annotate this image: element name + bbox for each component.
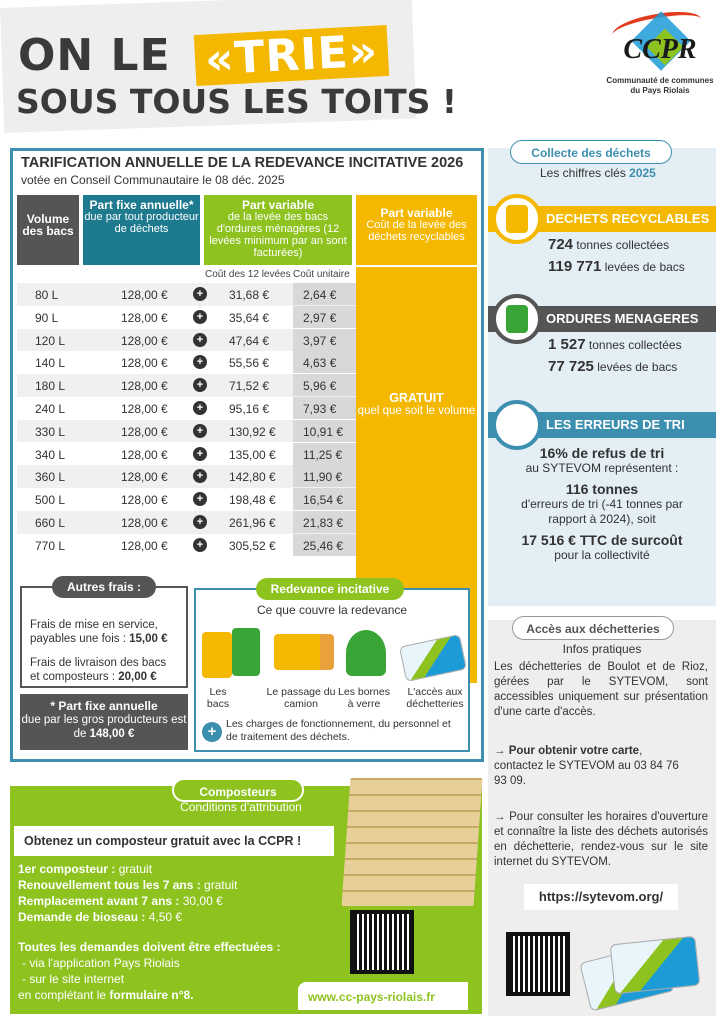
cell-cout-unitaire: 4,63 € bbox=[293, 351, 356, 373]
compo-line-2: Renouvellement tous les 7 ans : gratuit bbox=[18, 878, 238, 892]
compo-demandes-title: Toutes les demandes doivent être effectuées : bbox=[18, 940, 281, 954]
erreurs-text: 16% de refus de tri au SYTEVOM représentent : 116 tonnes d'erreurs de tri (-41 tonnes par rapport à 2024), soit 17 516 € TTC de surcoût pour la collectivité bbox=[521, 445, 683, 562]
cell-volume: 500 L bbox=[35, 493, 66, 508]
logo-line2: du Pays Riolais bbox=[630, 86, 690, 95]
cell-cout-12: 261,96 € bbox=[229, 516, 276, 530]
plus-icon: + bbox=[193, 538, 207, 552]
cell-fixe: 128,00 € bbox=[121, 356, 168, 371]
plus-icon: + bbox=[193, 378, 207, 392]
plus-icon: + bbox=[193, 287, 207, 301]
cell-cout-unitaire: 11,90 € bbox=[293, 465, 356, 487]
om-bin-icon bbox=[492, 294, 542, 344]
cell-cout-12: 35,64 € bbox=[229, 310, 270, 325]
autres-frais-box: Frais de mise en service, payables une fois : 15,00 € Frais de livraison des bacs et composteurs : 20,00 € bbox=[20, 586, 188, 688]
collecte-title: Collecte des déchets bbox=[510, 140, 672, 164]
access-card-icon bbox=[399, 634, 467, 682]
tarif-title: TARIFICATION ANNUELLE DE LA REDEVANCE INCITATIVE 2026 bbox=[21, 155, 464, 171]
logo-line1: Communauté de communes bbox=[606, 76, 714, 85]
recyclables-band: DECHETS RECYCLABLES bbox=[488, 206, 716, 232]
erreurs-band: LES ERREURS DE TRI bbox=[488, 412, 716, 438]
access-card-icon-3 bbox=[610, 936, 701, 995]
header-part-variable-om: Part variable de la levée des bacs d'ordures ménagères (12 levées minimum par an sont facturées) bbox=[204, 195, 352, 265]
sytevom-link[interactable]: https://sytevom.org/ bbox=[524, 884, 678, 910]
cell-cout-unitaire: 16,54 € bbox=[293, 488, 356, 510]
header-part-variable-recyclables: Part variable Coût de la levée des déchets recyclables bbox=[356, 195, 477, 265]
table-row bbox=[17, 465, 356, 488]
cell-volume: 360 L bbox=[35, 470, 66, 485]
plus-icon: + bbox=[193, 424, 207, 438]
truck-icon bbox=[274, 634, 334, 670]
cell-volume: 340 L bbox=[35, 447, 66, 462]
subheader-unitaire: Coût unitaire bbox=[293, 269, 350, 280]
plus-icon: + bbox=[193, 447, 207, 461]
cell-volume: 120 L bbox=[35, 333, 66, 348]
cell-cout-12: 135,00 € bbox=[229, 447, 276, 462]
table-row bbox=[17, 329, 356, 352]
composteur-offer: Obtenez un composteur gratuit avec la CCPR ! bbox=[14, 826, 334, 856]
ccpr-logo bbox=[605, 10, 715, 110]
cell-volume: 80 L bbox=[35, 288, 59, 302]
part-fixe-note: * Part fixe annuelle due par les gros producteurs est de 148,00 € bbox=[20, 694, 188, 750]
plus-icon: + bbox=[193, 469, 207, 483]
glass-bin-icon bbox=[346, 630, 386, 676]
table-row bbox=[17, 488, 356, 511]
composter-crate-icon bbox=[342, 778, 483, 906]
cell-cout-unitaire: 2,64 € bbox=[293, 283, 356, 305]
cell-cout-unitaire: 25,46 € bbox=[293, 534, 356, 556]
cell-cout-12: 130,92 € bbox=[229, 424, 276, 439]
table-row bbox=[17, 306, 356, 329]
table-row bbox=[17, 283, 356, 306]
tarif-subtitle: votée en Conseil Communautaire le 08 déc. 2025 bbox=[21, 173, 285, 187]
gratuit-cell: GRATUIT quel que soit le volume bbox=[356, 267, 477, 683]
cell-cout-12: 142,80 € bbox=[229, 470, 276, 485]
header-volume: Volume des bacs bbox=[17, 195, 79, 265]
composteurs-title: Composteurs bbox=[172, 778, 304, 802]
compo-demande-1: - via l'application Pays Riolais bbox=[22, 956, 180, 970]
subheader-12-levees: Coût des 12 levées bbox=[205, 269, 291, 280]
om-band: ORDURES MENAGERES bbox=[488, 306, 716, 332]
rec-levees: 119 771 levées de bacs bbox=[548, 258, 685, 275]
cell-cout-12: 47,64 € bbox=[229, 333, 270, 348]
table-row bbox=[17, 374, 356, 397]
table-row bbox=[17, 443, 356, 466]
cell-cout-unitaire: 7,93 € bbox=[293, 397, 356, 419]
table-row bbox=[17, 397, 356, 420]
cell-fixe: 128,00 € bbox=[121, 424, 168, 439]
collecte-subtitle: Les chiffres clés 2025 bbox=[540, 166, 656, 180]
cell-fixe: 128,00 € bbox=[121, 288, 168, 302]
cell-fixe: 128,00 € bbox=[121, 447, 168, 462]
compo-line-1: 1er composteur : gratuit bbox=[18, 862, 153, 876]
cell-fixe: 128,00 € bbox=[121, 516, 168, 530]
green-bin-icon bbox=[232, 628, 260, 676]
plus-icon: + bbox=[193, 355, 207, 369]
acces-p3: → Pour consulter les horaires d'ouverture et connaître la liste des déchets autorisés en déchetterie, rendez-vous sur le site internet du SYTEVOM. bbox=[494, 811, 708, 868]
compo-demande-3: en complétant le formulaire n°8. bbox=[18, 988, 194, 1002]
acces-subtitle: Infos pratiques bbox=[562, 642, 642, 656]
cell-cout-unitaire: 2,97 € bbox=[293, 306, 356, 328]
table-row bbox=[17, 351, 356, 374]
acces-p1: Les déchetteries de Boulot et de Rioz, gérées par le SYTEVOM, sont accessibles uniquement sur présentation d'une carte d'accès. bbox=[494, 661, 708, 718]
item-camion: Le passage du camion bbox=[266, 686, 336, 710]
cell-fixe: 128,00 € bbox=[121, 310, 168, 325]
cell-volume: 770 L bbox=[35, 538, 66, 553]
cell-fixe: 128,00 € bbox=[121, 333, 168, 348]
cell-cout-unitaire: 11,25 € bbox=[293, 443, 356, 465]
table-row bbox=[17, 534, 356, 557]
compo-line-3: Remplacement avant 7 ans : 30,00 € bbox=[18, 894, 223, 908]
compo-line-4: Demande de bioseau : 4,50 € bbox=[18, 910, 183, 924]
cell-cout-12: 95,16 € bbox=[229, 402, 270, 416]
logo-mark: CCPR bbox=[623, 34, 697, 65]
cell-cout-unitaire: 21,83 € bbox=[293, 511, 356, 533]
header-part-fixe: Part fixe annuelle* due par tout producteur de déchets bbox=[83, 195, 200, 265]
cell-fixe: 128,00 € bbox=[121, 402, 168, 416]
cell-fixe: 128,00 € bbox=[121, 538, 168, 553]
page-title-line2: SOUS TOUS LES TOITS ! bbox=[16, 82, 457, 121]
item-dechetteries: L'accès aux déchetteries bbox=[406, 686, 464, 710]
redevance-box bbox=[194, 588, 470, 752]
cell-cout-12: 198,48 € bbox=[229, 493, 276, 508]
yellow-bin-icon bbox=[202, 632, 232, 678]
person-bin-icon bbox=[492, 400, 542, 450]
page-title: ON LE «TRIE» bbox=[18, 30, 388, 81]
charges-text: Les charges de fonctionnement, du personnel et de traitement des déchets. bbox=[226, 718, 451, 743]
autres-frais-title: Autres frais : bbox=[52, 576, 156, 598]
om-levees: 77 725 levées de bacs bbox=[548, 358, 678, 375]
redevance-subtitle: Ce que couvre la redevance bbox=[256, 603, 408, 617]
cell-fixe: 128,00 € bbox=[121, 470, 168, 485]
plus-icon: + bbox=[193, 492, 207, 506]
cell-volume: 180 L bbox=[35, 379, 66, 394]
plus-icon: + bbox=[193, 515, 207, 529]
title-highlight: «TRIE» bbox=[194, 25, 390, 86]
redevance-title: Redevance incitative bbox=[256, 578, 404, 600]
plus-icon: + bbox=[193, 401, 207, 415]
website-link[interactable]: www.cc-pays-riolais.fr bbox=[298, 982, 468, 1010]
plus-icon: + bbox=[202, 722, 222, 742]
table-row bbox=[17, 420, 356, 443]
om-tonnes: 1 527 tonnes collectées bbox=[548, 336, 682, 353]
compo-demande-2: - sur le site internet bbox=[22, 972, 125, 986]
qr-code-icon-2 bbox=[506, 932, 570, 996]
table-row bbox=[17, 511, 356, 534]
plus-icon: + bbox=[193, 333, 207, 347]
cell-fixe: 128,00 € bbox=[121, 493, 168, 508]
cell-fixe: 128,00 € bbox=[121, 379, 168, 394]
cell-cout-unitaire: 3,97 € bbox=[293, 329, 356, 351]
recycle-bin-icon bbox=[492, 194, 542, 244]
cell-volume: 660 L bbox=[35, 516, 66, 530]
rec-tonnes: 724 tonnes collectées bbox=[548, 236, 670, 253]
cell-volume: 140 L bbox=[35, 356, 66, 371]
acces-title: Accès aux déchetteries bbox=[512, 616, 674, 640]
cell-cout-unitaire: 5,96 € bbox=[293, 374, 356, 396]
cell-cout-12: 55,56 € bbox=[229, 356, 270, 371]
item-bornes: Les bornes à verre bbox=[338, 686, 390, 710]
cell-volume: 240 L bbox=[35, 402, 66, 416]
cell-cout-12: 305,52 € bbox=[229, 538, 276, 553]
cell-cout-12: 31,68 € bbox=[229, 288, 270, 302]
item-bacs: Les bacs bbox=[206, 686, 230, 710]
composteurs-subtitle: Conditions d'attribution bbox=[180, 800, 302, 814]
qr-code-icon bbox=[350, 910, 414, 974]
plus-icon: + bbox=[193, 310, 207, 324]
acces-p2: → Pour obtenir votre carte, contactez le SYTEVOM au 03 84 76 93 09. bbox=[494, 745, 679, 787]
cell-cout-unitaire: 10,91 € bbox=[293, 420, 356, 442]
cell-cout-12: 71,52 € bbox=[229, 379, 270, 394]
cell-volume: 330 L bbox=[35, 424, 66, 439]
cell-volume: 90 L bbox=[35, 310, 59, 325]
